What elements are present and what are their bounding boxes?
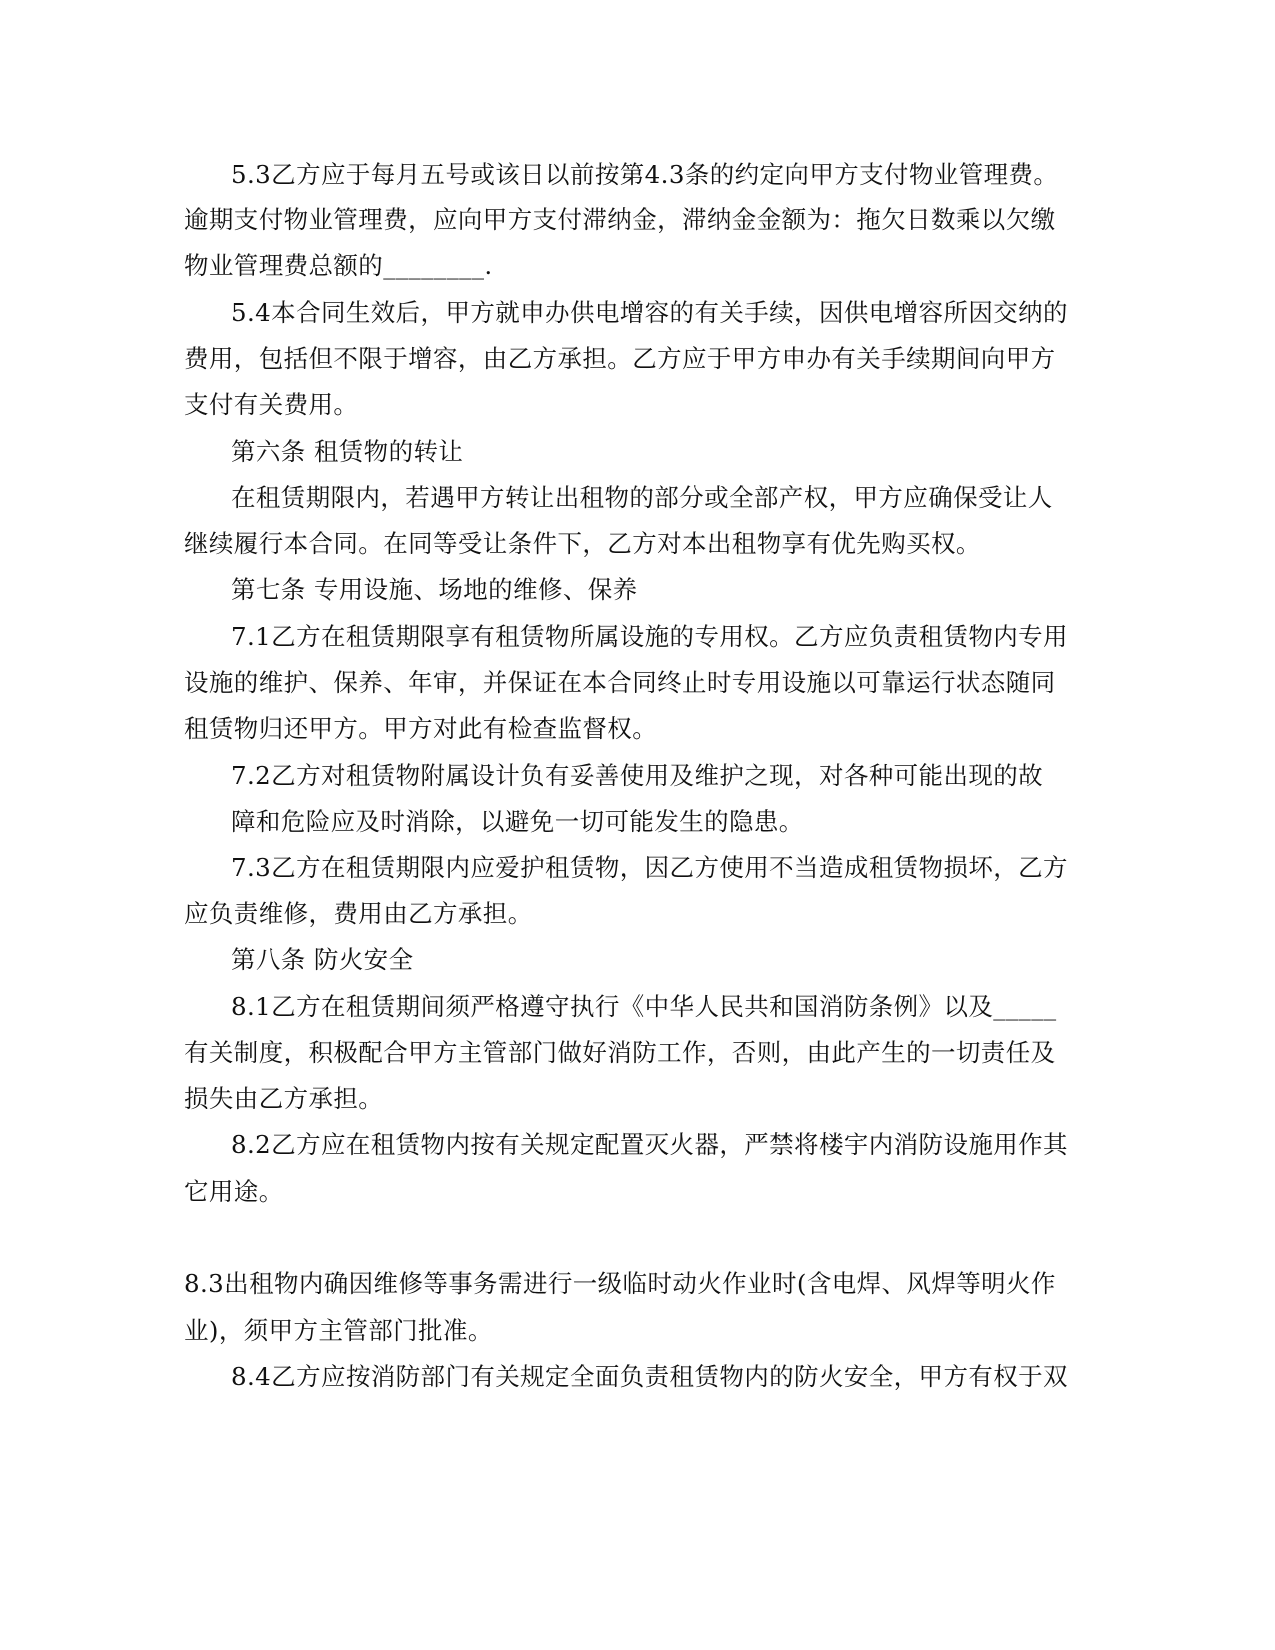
text-line: 7.1乙方在租赁期限享有租赁物所属设施的专用权。乙方应负责租赁物内专用 <box>231 622 1068 651</box>
text-line: 费用，包括但不限于增容，由乙方承担。乙方应于甲方申办有关手续期间向甲方 <box>184 344 1056 373</box>
text-line: 继续履行本合同。在同等受让条件下，乙方对本出租物享有优先购买权。 <box>184 529 981 558</box>
text-line: 7.2乙方对租赁物附属设计负有妥善使用及维护之现，对各种可能出现的故 <box>231 761 1044 790</box>
text-line: 5.4本合同生效后，甲方就申办供电增容的有关手续，因供电增容所因交纳的 <box>231 298 1068 327</box>
text-line: 障和危险应及时消除，以避免一切可能发生的隐患。 <box>231 807 804 836</box>
text-line: 8.4乙方应按消防部门有关规定全面负责租赁物内的防火安全，甲方有权于双 <box>231 1362 1068 1391</box>
text-line: 在租赁期限内，若遇甲方转让出租物的部分或全部产权，甲方应确保受让人 <box>231 483 1053 512</box>
text-line: 它用途。 <box>184 1177 284 1206</box>
text-line: 5.3乙方应于每月五号或该日以前按第4.3条的约定向甲方支付物业管理费。 <box>231 160 1059 189</box>
text-line: 逾期支付物业管理费，应向甲方支付滞纳金，滞纳金金额为：拖欠日数乘以欠缴 <box>184 205 1056 234</box>
text-line: 有关制度，积极配合甲方主管部门做好消防工作，否则，由此产生的一切责任及 <box>184 1038 1056 1067</box>
text-line: 8.3出租物内确因维修等事务需进行一级临时动火作业时(含电焊、风焊等明火作 <box>184 1269 1056 1298</box>
text-line: 8.1乙方在租赁期间须严格遵守执行《中华人民共和国消防条例》以及_____ <box>231 992 1057 1021</box>
section-heading: 第八条 防火安全 <box>231 945 414 974</box>
text-line: 7.3乙方在租赁期限内应爱护租赁物，因乙方使用不当造成租赁物损坏，乙方 <box>231 853 1068 882</box>
section-heading: 第六条 租赁物的转让 <box>231 437 464 466</box>
text-line: 设施的维护、保养、年审，并保证在本合同终止时专用设施以可靠运行状态随同 <box>184 668 1056 697</box>
section-heading: 第七条 专用设施、场地的维修、保养 <box>231 575 638 604</box>
text-line: 8.2乙方应在租赁物内按有关规定配置灭火器，严禁将楼宇内消防设施用作其 <box>231 1130 1068 1159</box>
text-line: 应负责维修，费用由乙方承担。 <box>184 899 533 928</box>
text-line: 损失由乙方承担。 <box>184 1084 384 1113</box>
text-line: 物业管理费总额的________. <box>184 251 493 280</box>
text-line: 支付有关费用。 <box>184 390 359 419</box>
text-line: 业)，须甲方主管部门批准。 <box>184 1316 493 1345</box>
text-line: 租赁物归还甲方。甲方对此有检查监督权。 <box>184 714 658 743</box>
